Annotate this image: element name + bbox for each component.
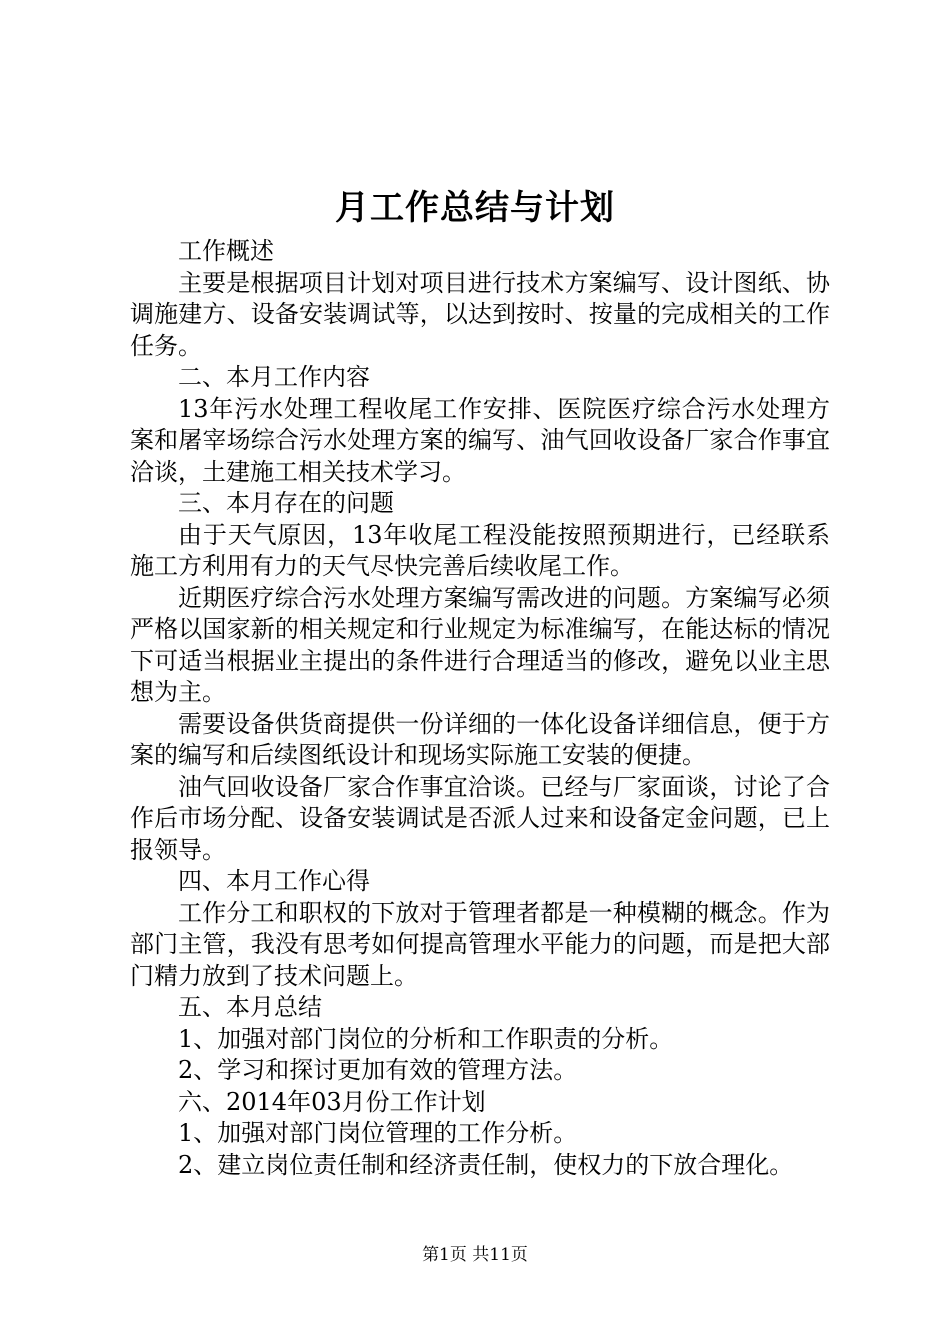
paragraph: 工作分工和职权的下放对于管理者都是一种模糊的概念。作为部门主管，我没有思考如何提高管理水平能力的问题，而是把大部门精力放到了技术问题上。	[130, 898, 830, 990]
heading-section-3: 三、本月存在的问题	[178, 489, 394, 517]
paragraph: 由于天气原因，13年收尾工程没能按照预期进行，已经联系施工方利用有力的天气尽快完善后续收尾工作。	[130, 520, 830, 580]
list-item: 1、加强对部门岗位管理的工作分析。	[178, 1119, 578, 1147]
paragraph: 油气回收设备厂家合作事宜洽谈。已经与厂家面谈，讨论了合作后市场分配、设备安装调试是否派人过来和设备定金问题，已上报领导。	[130, 772, 830, 864]
heading-section-4: 四、本月工作心得	[178, 867, 370, 895]
document-title: 月工作总结与计划	[335, 188, 615, 228]
heading-section-2: 二、本月工作内容	[178, 363, 370, 391]
paragraph: 近期医疗综合污水处理方案编写需改进的问题。方案编写必须严格以国家新的相关规定和行业规定为标准编写，在能达标的情况下可适当根据业主提出的条件进行合理适当的修改，避免以业主思想为主。	[130, 583, 830, 706]
paragraph: 主要是根据项目计划对项目进行技术方案编写、设计图纸、协调施建方、设备安装调试等，以达到按时、按量的完成相关的工作任务。	[130, 268, 830, 360]
heading-overview: 工作概述	[178, 237, 274, 265]
heading-section-6: 六、2014年03月份工作计划	[178, 1087, 486, 1116]
list-item: 2、建立岗位责任制和经济责任制，使权力的下放合理化。	[178, 1150, 794, 1179]
document-body	[130, 236, 830, 1181]
heading-section-5: 五、本月总结	[178, 993, 322, 1021]
paragraph: 需要设备供货商提供一份详细的一体化设备详细信息，便于方案的编写和后续图纸设计和现场实际施工安装的便捷。	[130, 709, 830, 769]
list-item: 2、学习和探讨更加有效的管理方法。	[178, 1056, 578, 1084]
list-item: 1、加强对部门岗位的分析和工作职责的分析。	[178, 1024, 674, 1053]
page-footer: 第1页 共11页	[422, 1245, 528, 1265]
paragraph: 13年污水处理工程收尾工作安排、医院医疗综合污水处理方案和屠宰场综合污水处理方案的编写、油气回收设备厂家合作事宜洽谈，土建施工相关技术学习。	[130, 394, 830, 486]
